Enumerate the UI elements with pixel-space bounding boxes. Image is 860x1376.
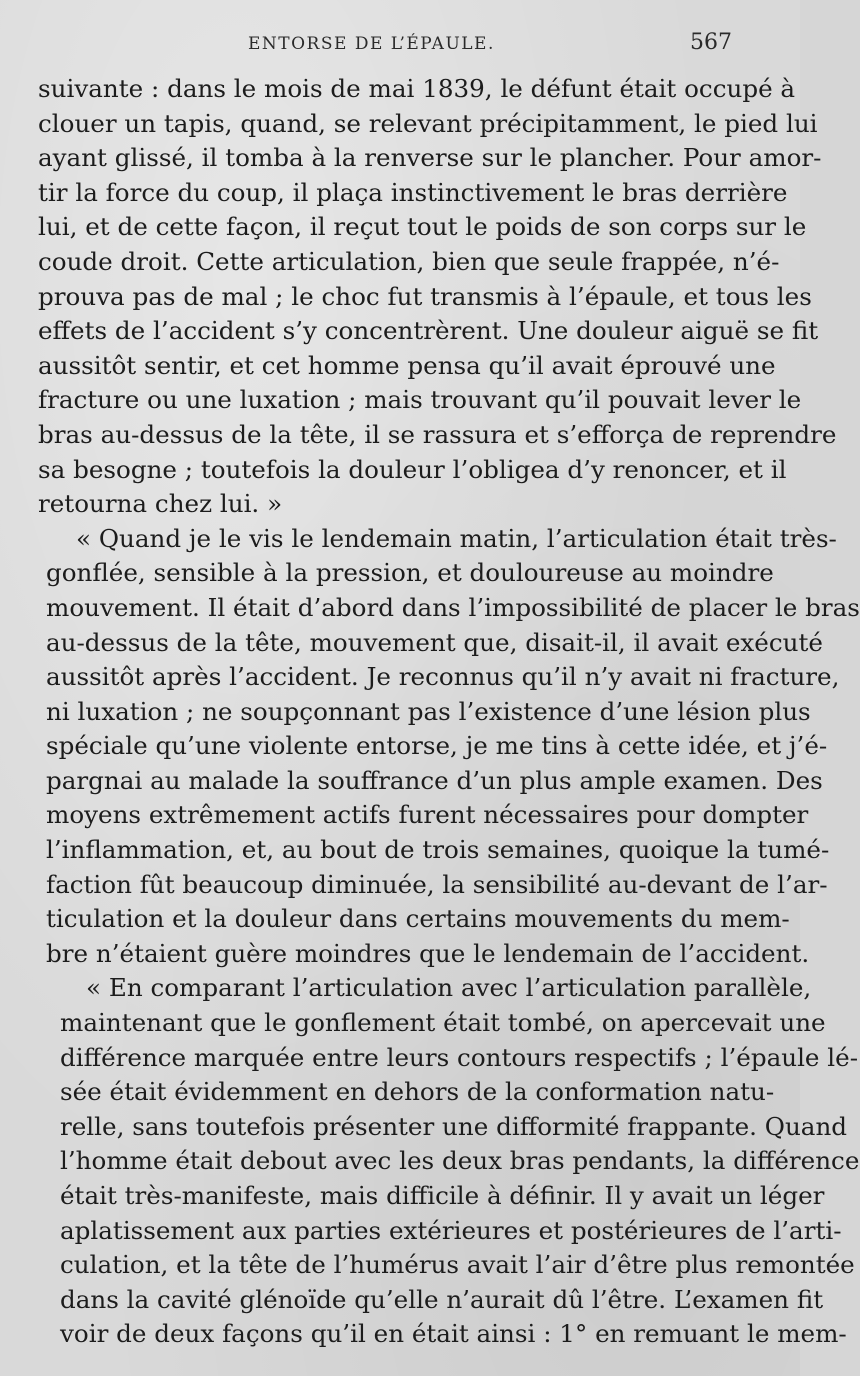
text-line: tir la force du coup, il plaça instinctivement le bras derrière: [38, 177, 788, 207]
running-head: ENTORSE DE L’ÉPAULE.: [248, 34, 495, 54]
text-line: aussitôt sentir, et cet homme pensa qu’il avait éprouvé une: [38, 350, 776, 380]
text-line: relle, sans toutefois présenter une difformité frappante. Quand: [60, 1111, 848, 1141]
text-line: aussitôt après l’accident. Je reconnus qu’il n’y avait ni fracture,: [46, 662, 840, 692]
text-line: maintenant que le gonflement était tombé, on apercevait une: [60, 1008, 826, 1038]
text-line: dans la cavité glénoïde qu’elle n’aurait dû l’être. L’examen fit: [60, 1284, 824, 1314]
text-line: fracture ou une luxation ; mais trouvant qu’il pouvait lever le: [38, 385, 802, 415]
text-line: bras au-dessus de la tête, il se rassura et s’efforça de reprendre: [38, 419, 837, 449]
text-line: différence marquée entre leurs contours respectifs ; l’épaule lé-: [60, 1042, 859, 1072]
text-line: lui, et de cette façon, il reçut tout le poids de son corps sur le: [38, 212, 807, 242]
text-line: sée était évidemment en dehors de la conformation natu-: [60, 1077, 775, 1107]
text-line: mouvement. Il était d’abord dans l’impossibilité de placer le bras: [46, 592, 860, 622]
text-line: ayant glissé, il tomba à la renverse sur le plancher. Pour amor-: [38, 143, 822, 173]
text-line: ticulation et la douleur dans certains mouvements du mem-: [46, 904, 790, 934]
text-line: l’homme était debout avec les deux bras pendants, la différence: [60, 1146, 860, 1176]
text-line: moyens extrêmement actifs furent nécessaires pour dompter: [46, 800, 809, 830]
page-header: [0, 30, 800, 62]
paragraph-1: [38, 72, 837, 522]
text-line: faction fût beaucoup diminuée, la sensibilité au-devant de l’ar-: [46, 869, 828, 899]
text-line: sa besogne ; toutefois la douleur l’obligea d’y renoncer, et il: [38, 454, 787, 484]
text-line: bre n’étaient guère moindres que le lendemain de l’accident.: [46, 938, 810, 968]
text-line: suivante : dans le mois de mai 1839, le défunt était occupé à: [38, 74, 796, 103]
page-number: 567: [690, 30, 732, 55]
text-line: prouva pas de mal ; le choc fut transmis à l’épaule, et tous les: [38, 281, 812, 311]
body-text: [38, 72, 860, 1352]
paragraph-2: [38, 522, 860, 972]
text-line: voir de deux façons qu’il en était ainsi : 1° en remuant le mem-: [60, 1319, 847, 1349]
text-line: gonflée, sensible à la pression, et douloureuse au moindre: [46, 558, 774, 588]
text-line: « En comparant l’articulation avec l’articulation parallèle,: [86, 973, 812, 1003]
text-line: était très-manifeste, mais difficile à définir. Il y avait un léger: [60, 1181, 825, 1210]
text-line: clouer un tapis, quand, se relevant précipitamment, le pied lui: [38, 108, 818, 138]
paragraph-3: [38, 971, 860, 1352]
text-line: au-dessus de la tête, mouvement que, disait-il, il avait exécuté: [46, 627, 823, 657]
text-line: coude droit. Cette articulation, bien que seule frappée, n’é-: [38, 246, 780, 276]
text-line: effets de l’accident s’y concentrèrent. Une douleur aiguë se fit: [38, 316, 819, 346]
text-line: retourna chez lui. »: [38, 489, 283, 519]
text-line: aplatissement aux parties extérieures et postérieures de l’arti-: [60, 1215, 842, 1245]
text-line: l’inflammation, et, au bout de trois semaines, quoique la tumé-: [46, 835, 830, 865]
text-line: ni luxation ; ne soupçonnant pas l’existence d’une lésion plus: [46, 696, 811, 726]
text-line: « Quand je le vis le lendemain matin, l’articulation était très-: [76, 523, 837, 553]
text-line: spéciale qu’une violente entorse, je me tins à cette idée, et j’é-: [46, 731, 828, 761]
text-line: pargnai au malade la souffrance d’un plus ample examen. Des: [46, 765, 823, 795]
text-line: culation, et la tête de l’humérus avait l’air d’être plus remontée: [60, 1250, 855, 1280]
